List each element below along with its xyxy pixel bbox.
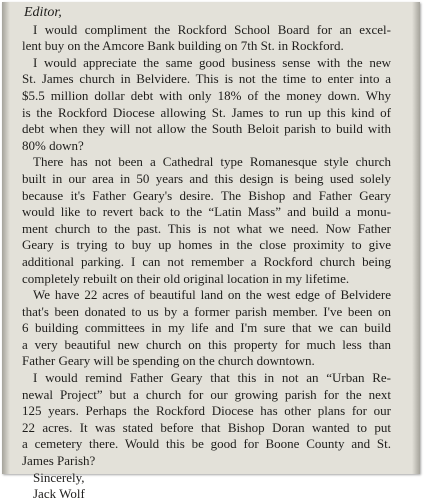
- text-line: that's been donated to us by a former parish member. I've been on: [22, 303, 391, 319]
- text-line: additional parking. I can not remember a Rockford church being: [22, 253, 391, 269]
- paragraph-4: [22, 287, 391, 370]
- text-line: would like to revert back to the “Latin Mass” and build a monu-: [22, 204, 391, 220]
- scan-shadow-right: [412, 2, 420, 474]
- text-line: ment church to the past. This is not what we need. Now Father: [22, 220, 391, 236]
- text-line: built in our area in 50 years and this design is being used solely: [22, 170, 391, 186]
- paragraph-1: [22, 22, 391, 55]
- text-line: James Parish?: [22, 453, 96, 469]
- text-line: I would appreciate the same good business sense with the new: [33, 54, 391, 70]
- text-line: is the Rockford Diocese allowing St. James to run up this kind of: [22, 104, 391, 120]
- text-line: We have 22 acres of beautiful land on the west edge of Belvidere: [33, 287, 391, 303]
- text-line: a cemetery there. Would this be good for Boone County and St.: [22, 436, 391, 452]
- text-line: There has not been a Cathedral type Romanesque style church: [33, 154, 391, 170]
- closing: Sincerely,: [33, 469, 85, 485]
- signature: Jack Wolf: [33, 486, 85, 502]
- newspaper-clipping: [2, 2, 420, 502]
- text-line: completely rebuilt on their old original location in my lifetime.: [22, 270, 350, 286]
- text-line: newal Project” but a church for our growing parish for the next: [22, 386, 391, 402]
- text-line: 22 acres. It was stated before that Bishop Doran wanted to put: [22, 419, 391, 435]
- text-line: $5.5 million dollar debt with only 18% of the money down. Why: [22, 87, 391, 103]
- paragraph-5: [22, 370, 391, 470]
- text-line: 80% down?: [22, 137, 84, 153]
- paragraph-3: [22, 154, 391, 287]
- text-line: because it's Father Geary's desire. The Bishop and Father Geary: [22, 187, 391, 203]
- text-line: St. James church in Belvidere. This is not the time to enter into a: [22, 71, 391, 87]
- text-line: Father Geary will be spending on the church downtown.: [22, 353, 315, 369]
- text-line: I would compliment the Rockford School Board for an excel-: [33, 21, 391, 37]
- paragraph-2: [22, 55, 391, 155]
- text-line: I would remind Father Geary that this in not an “Urban Re-: [33, 370, 391, 386]
- text-line: Geary is trying to buy up homes in the close proximity to give: [22, 237, 391, 253]
- text-line: lent buy on the Amcore Bank building on 7th St. in Rockford.: [22, 38, 344, 54]
- salutation: Editor,: [24, 5, 62, 20]
- scan-shadow-left: [2, 2, 10, 474]
- text-line: debt when they will not allow the South Beloit parish to build with: [22, 121, 391, 137]
- text-line: 125 years. Perhaps the Rockford Diocese has other plans for our: [22, 403, 391, 419]
- text-line: 6 building committees in my life and I'm sure that we can build: [22, 320, 391, 336]
- text-line: a very beautiful new church on this property for much less than: [22, 336, 391, 352]
- letter-to-editor: [22, 5, 391, 503]
